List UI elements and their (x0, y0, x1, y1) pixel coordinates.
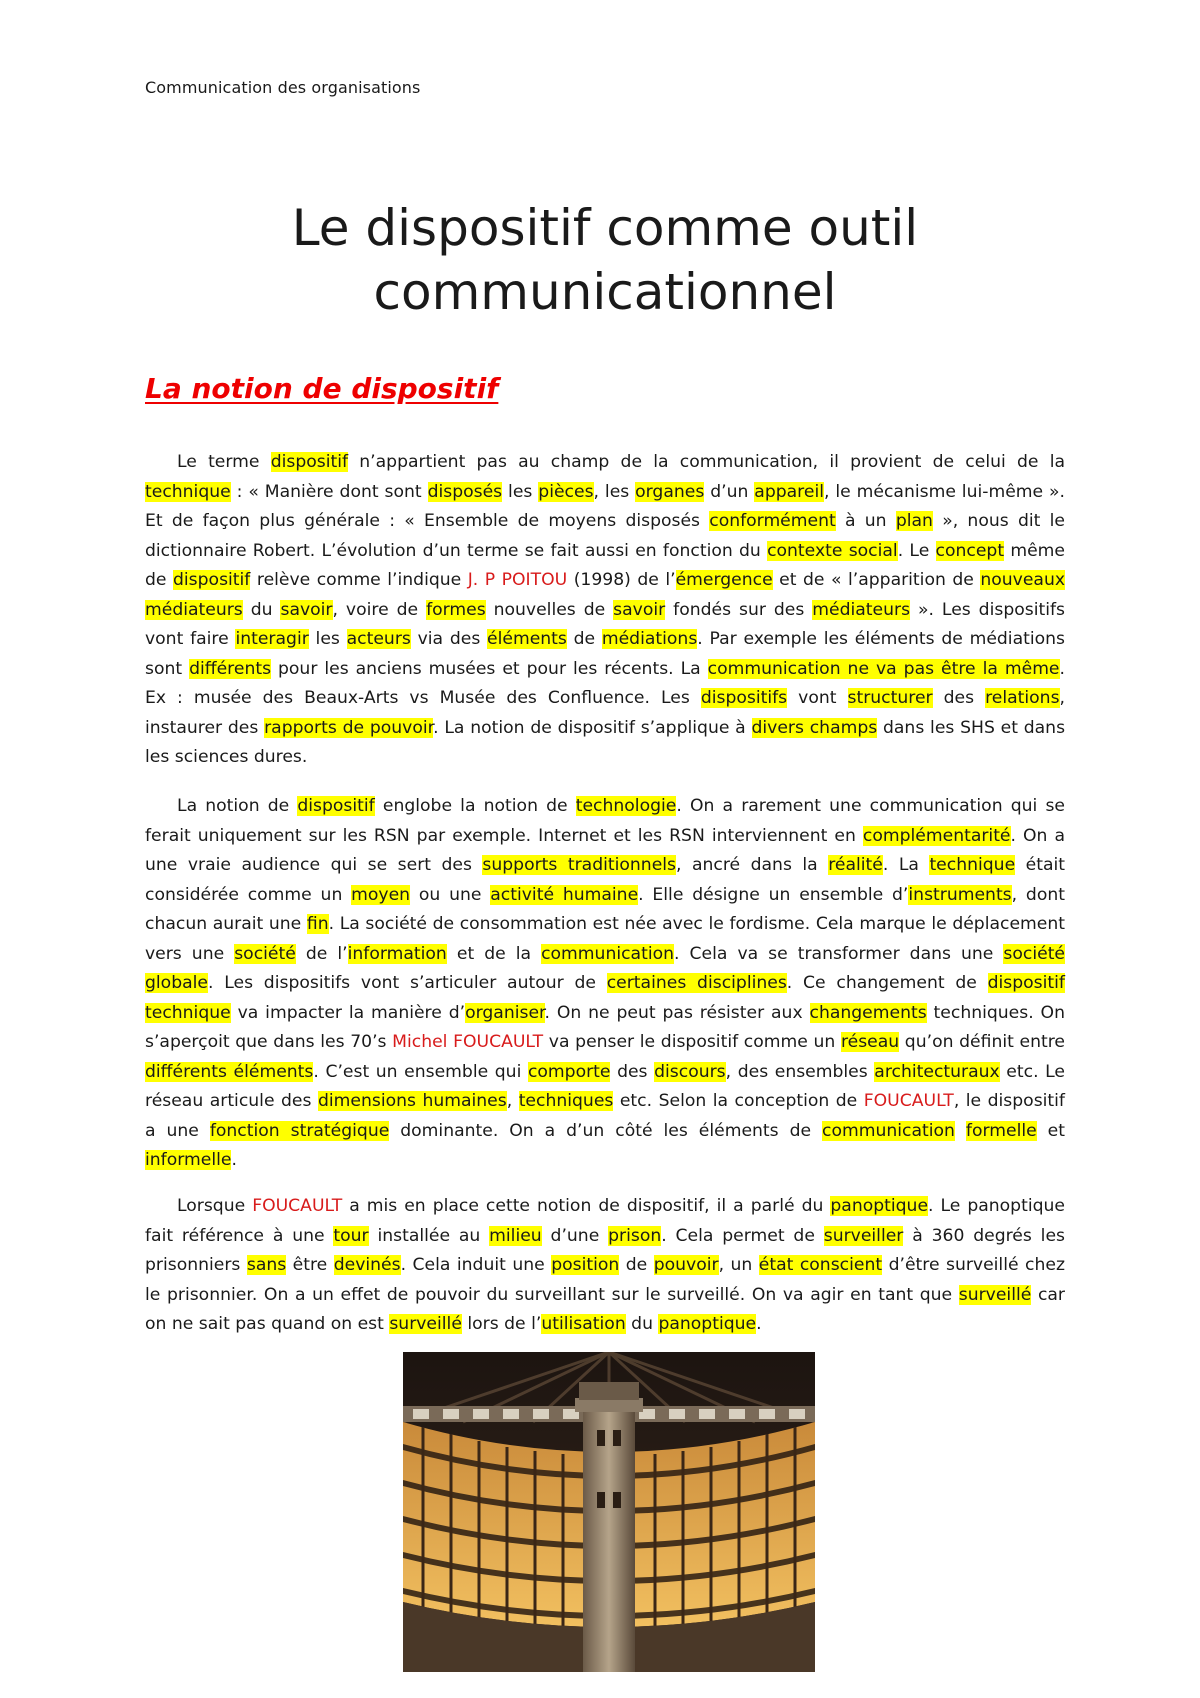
highlighted-term: dimensions humaines (317, 1091, 507, 1111)
highlighted-term: savoir (280, 599, 333, 620)
running-header: Communication des organisations (145, 78, 421, 97)
highlighted-term: divers champs (751, 717, 878, 738)
highlighted-term: médiateurs (812, 599, 911, 620)
highlighted-term: surveillé (389, 1314, 462, 1334)
highlighted-term: panoptique (830, 1196, 929, 1216)
highlighted-term: activité humaine (490, 884, 639, 905)
page-title (145, 196, 1065, 324)
highlighted-term: différents (189, 658, 272, 679)
highlighted-term: communication ne va pas être la même (707, 658, 1060, 679)
highlighted-term: état conscient (758, 1255, 883, 1275)
highlighted-term: savoir (613, 599, 666, 620)
highlighted-term: acteurs (346, 629, 411, 649)
highlighted-term: informelle (145, 1150, 232, 1170)
highlighted-term: société globale (145, 943, 1066, 993)
paragraph: Le terme dispositif n’appartient pas au champ de la communication, il provient de celui de la technique : « Manière dont sont disposés les pièces, les organes d’un appareil, le mécanisme lui-même ». Et de façon plus générale : « Ensemble de moyens disposés conformément à un plan », nous dit le dictionnaire Robert. L’évolution d’un terme se fait aussi en fonction du contexte social. Le concept même de dispositif relève comme l’indique J. P POITOU (1998) de l’émergence et de « l’apparition de nouveaux médiateurs du savoir, voire de formes nouvelles de savoir fondés sur des médiateurs ». Les dispositifs vont faire interagir les acteurs via des éléments de médiations. Par exemple les éléments de médiations sont différents pour les anciens musées et pour les récents. La communication ne va pas être la même. Ex : musée des Beaux-Arts vs Musée des Confluence. Les dispositifs vont structurer des relations, instaurer des rapports de pouvoir. La notion de dispositif s’applique à divers champs dans les SHS et dans les sciences dures. (145, 452, 1066, 767)
highlighted-term: dispositifs (700, 688, 788, 708)
highlighted-term: milieu (489, 1225, 542, 1246)
paragraph: Lorsque FOUCAULT a mis en place cette notion de dispositif, il a parlé du panoptique. Le panoptique fait référence à une tour installée au milieu d’une prison. Cela permet de surveiller à 360 degrés les prisonniers sans être devinés. Cela induit une position de pouvoir, un état conscient d’être surveillé chez le prisonnier. On a un effet de pouvoir du surveillant sur le surveillé. On va agir en tant que surveillé car on ne sait pas quand on est surveillé lors de l’utilisation du panoptique. (145, 1196, 1066, 1334)
highlighted-term: sans (246, 1255, 287, 1275)
section-heading: La notion de dispositif (145, 372, 499, 405)
highlighted-term: comporte (527, 1061, 611, 1082)
highlighted-term: supports traditionnels (482, 855, 677, 875)
highlighted-term: fonction stratégique (209, 1120, 390, 1141)
highlighted-term: moyen (351, 884, 411, 905)
highlighted-term: fin (306, 914, 329, 934)
highlighted-term: dispositif (270, 452, 349, 472)
highlighted-term: formelle (965, 1120, 1037, 1141)
highlighted-term: dispositif (297, 796, 375, 816)
highlighted-term: contexte social (767, 540, 898, 561)
cited-name: Michel FOUCAULT (392, 1032, 544, 1052)
highlighted-term: changements (809, 1002, 927, 1023)
highlighted-term: société (234, 943, 296, 964)
highlighted-term: relations (985, 688, 1060, 708)
cited-name: FOUCAULT (863, 1091, 954, 1111)
highlighted-term: émergence (675, 570, 773, 590)
highlighted-term: dispositif (173, 570, 251, 590)
panopticon-photo (403, 1352, 815, 1672)
highlighted-term: pièces (538, 481, 594, 502)
highlighted-term: prison (608, 1225, 662, 1246)
highlighted-term: technologie (575, 796, 677, 816)
highlighted-term: certaines disciplines (606, 973, 787, 993)
highlighted-term: rapports de pouvoir (264, 717, 434, 738)
highlighted-term: plan (895, 511, 933, 531)
highlighted-term: position (551, 1255, 620, 1275)
cited-name: FOUCAULT (252, 1196, 343, 1216)
highlighted-term: surveiller (823, 1225, 904, 1246)
highlighted-term: réseau (840, 1032, 900, 1052)
highlighted-term: interagir (235, 629, 309, 649)
highlighted-term: conformément (709, 511, 836, 531)
highlighted-term: techniques (518, 1091, 614, 1111)
highlighted-term: dispositif (987, 973, 1065, 993)
highlighted-term: concept (935, 540, 1005, 561)
highlighted-term: organes (635, 481, 705, 502)
highlighted-term: tour (333, 1225, 369, 1246)
highlighted-term: disposés (427, 481, 503, 502)
highlighted-term: panoptique (658, 1314, 757, 1334)
highlighted-term: surveillé (958, 1284, 1032, 1305)
paragraph: La notion de dispositif englobe la notion de technologie. On a rarement une communication qui se ferait uniquement sur les RSN par exemple. Internet et les RSN interviennent en complémentarité. On a une vraie audience qui se sert des supports traditionnels, ancré dans la réalité. La technique était considérée comme un moyen ou une activité humaine. Elle désigne un ensemble d’instruments, dont chacun aurait une fin. La société de consommation est née avec le fordisme. Cela marque le déplacement vers une société de l’information et de la communication. Cela va se transformer dans une société globale. Les dispositifs vont s’articuler autour de certaines disciplines. Ce changement de dispositif technique va impacter la manière d’organiser. On ne peut pas résister aux changements techniques. On s’aperçoit que dans les 70’s Michel FOUCAULT va penser le dispositif comme un réseau qu’on définit entre différents éléments. C’est un ensemble qui comporte des discours, des ensembles architecturaux etc. Le réseau articule des dimensions humaines, techniques etc. Selon la conception de FOUCAULT, le dispositif a une fonction stratégique dominante. On a d’un côté les éléments de communication formelle et informelle. (145, 796, 1066, 1170)
highlighted-term: organiser (465, 1002, 545, 1023)
title-line-2: communicationnel (373, 263, 837, 321)
highlighted-term: nouveaux médiateurs (145, 570, 1066, 620)
cited-name: J. P POITOU (467, 570, 568, 590)
highlighted-term: différents éléments (145, 1061, 314, 1082)
highlighted-term: appareil (754, 481, 824, 502)
highlighted-term: structurer (847, 688, 933, 708)
highlighted-term: complémentarité (862, 825, 1011, 846)
highlighted-term: réalité (828, 855, 883, 875)
highlighted-term: médiations (601, 629, 698, 649)
highlighted-term: information (347, 943, 447, 964)
title-line-1: Le dispositif comme outil (291, 199, 919, 257)
highlighted-term: communication (822, 1120, 955, 1141)
highlighted-term: utilisation (541, 1314, 626, 1334)
highlighted-term: pouvoir (653, 1255, 719, 1275)
highlighted-term: discours (654, 1061, 726, 1082)
highlighted-term: devinés (333, 1255, 401, 1275)
highlighted-term: éléments (487, 629, 567, 649)
highlighted-term: technique (929, 855, 1016, 875)
highlighted-term: instruments (908, 884, 1012, 905)
highlighted-term: technique (145, 481, 231, 502)
highlighted-term: technique (145, 1002, 231, 1023)
highlighted-term: formes (426, 599, 486, 620)
highlighted-term: architecturaux (874, 1061, 1000, 1082)
highlighted-term: communication (541, 943, 675, 964)
